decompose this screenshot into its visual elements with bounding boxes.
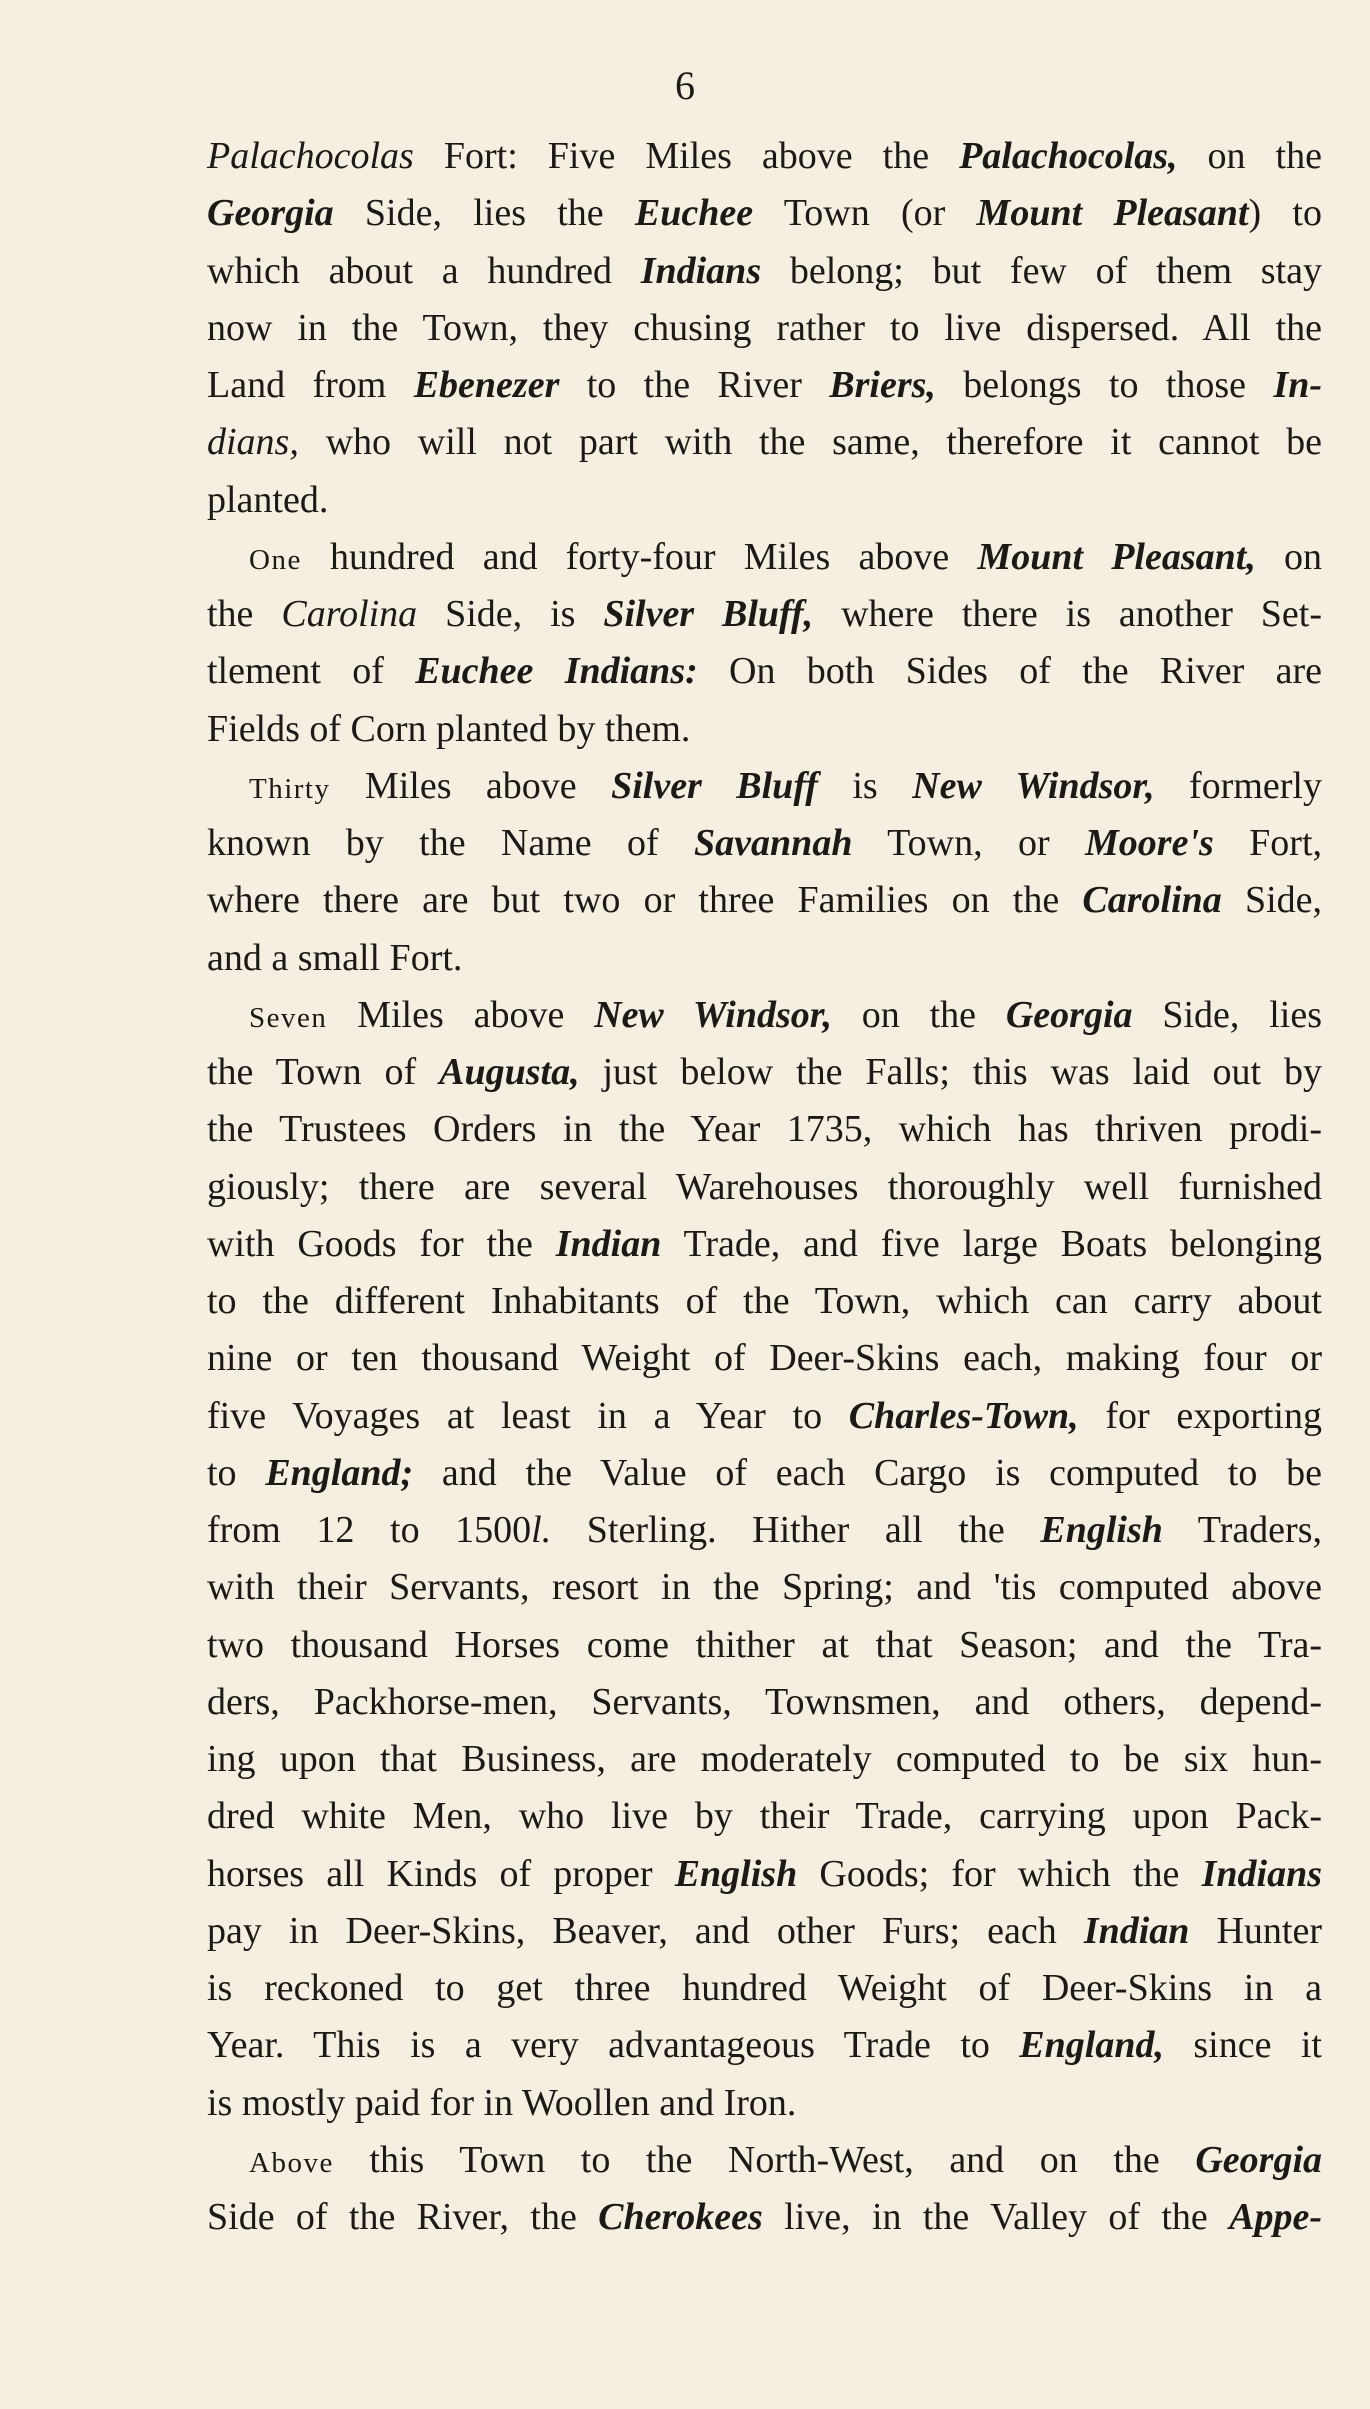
text-line bbox=[207, 1559, 1322, 1616]
text-run: England; bbox=[265, 1451, 414, 1494]
text-line bbox=[207, 185, 1322, 242]
text-run: Fort: Five Miles above the bbox=[413, 135, 960, 177]
text-run: belong; but few of them stay bbox=[761, 249, 1322, 292]
text-line bbox=[207, 987, 1322, 1044]
text-line bbox=[207, 1674, 1322, 1731]
text-run: the Town of bbox=[207, 1051, 440, 1093]
text-line bbox=[207, 1788, 1322, 1845]
text-run: Euchee bbox=[634, 192, 754, 235]
text-run: Traders, bbox=[1162, 1509, 1322, 1551]
text-run: Fort, bbox=[1213, 822, 1322, 864]
text-run: Briers, bbox=[829, 364, 936, 406]
text-run: Side, lies bbox=[1132, 993, 1322, 1036]
text-run: where there are but two or three Families on the bbox=[207, 879, 1083, 922]
text-run: and the Value of each Cargo is computed to be bbox=[413, 1451, 1322, 1494]
text-line bbox=[207, 414, 1322, 471]
text-run: Fields of Corn planted by them. bbox=[207, 707, 691, 750]
text-run: Augusta, bbox=[439, 1051, 580, 1093]
text-run: New Windsor, bbox=[912, 764, 1155, 807]
text-run: horses all Kinds of proper bbox=[207, 1852, 675, 1895]
text-run: just below the Falls; this was laid out by bbox=[579, 1051, 1322, 1093]
text-run: ing upon that Business, are moderately computed to be six hun- bbox=[207, 1738, 1322, 1780]
text-line bbox=[207, 300, 1322, 357]
text-run: five Voyages at least in a Year to bbox=[207, 1394, 849, 1437]
text-run: formerly bbox=[1154, 764, 1322, 807]
text-line bbox=[207, 872, 1322, 929]
text-line bbox=[207, 643, 1322, 700]
text-line bbox=[207, 1502, 1322, 1559]
text-run: Sterling. Hither all the bbox=[551, 1509, 1041, 1551]
text-run: Hunter bbox=[1189, 1909, 1322, 1952]
text-run: from 12 to 1500 bbox=[207, 1509, 532, 1551]
text-run: to bbox=[207, 1451, 266, 1494]
text-run: ) to bbox=[1248, 192, 1322, 235]
text-run: where there is another Set- bbox=[813, 593, 1322, 635]
text-run: Indians bbox=[1201, 1852, 1322, 1895]
text-line bbox=[207, 1445, 1322, 1502]
text-run: Georgia bbox=[1005, 993, 1133, 1036]
text-line bbox=[207, 930, 1322, 987]
text-run: on bbox=[1255, 535, 1322, 578]
text-line bbox=[207, 586, 1322, 643]
text-run: to the River bbox=[559, 364, 830, 406]
text-run: Palachocolas, bbox=[959, 135, 1178, 177]
text-run: Charles-Town, bbox=[848, 1394, 1079, 1437]
text-run: hundred and forty-four Miles above bbox=[301, 535, 978, 578]
text-run: who will not part with the same, therefore it cannot be bbox=[298, 421, 1322, 464]
text-line bbox=[207, 529, 1322, 586]
text-line bbox=[207, 2075, 1322, 2132]
text-run: is bbox=[817, 764, 913, 807]
text-line bbox=[207, 1273, 1322, 1330]
text-run: on the bbox=[1177, 135, 1322, 177]
text-run: Side, is bbox=[417, 593, 604, 635]
page-number: 6 bbox=[675, 63, 695, 108]
text-line bbox=[207, 2017, 1322, 2074]
text-line bbox=[207, 1159, 1322, 1216]
text-line bbox=[207, 2189, 1322, 2246]
text-line bbox=[207, 1731, 1322, 1788]
text-run: is mostly paid for in Woollen and Iron. bbox=[207, 2081, 797, 2124]
body-text bbox=[207, 128, 1322, 2246]
text-run: planted. bbox=[207, 478, 329, 521]
text-run: England, bbox=[1019, 2024, 1164, 2067]
text-run: Appe- bbox=[1229, 2196, 1322, 2238]
text-run: Above bbox=[249, 2146, 334, 2179]
text-line bbox=[207, 701, 1322, 758]
text-run: Thirty bbox=[249, 772, 331, 805]
text-run: Georgia bbox=[1195, 2138, 1322, 2181]
text-line bbox=[207, 1330, 1322, 1387]
text-line bbox=[207, 357, 1322, 414]
text-run: to the different Inhabitants of the Town, which can carry about bbox=[207, 1280, 1322, 1322]
text-run: is reckoned to get three hundred Weight of Deer-Skins in a bbox=[207, 1967, 1322, 2009]
text-run: dians, bbox=[207, 421, 299, 464]
text-run: English bbox=[1040, 1509, 1163, 1551]
text-line bbox=[207, 472, 1322, 529]
text-run: Miles above bbox=[330, 764, 612, 807]
text-line bbox=[207, 2132, 1322, 2189]
text-run: tlement of bbox=[207, 650, 416, 693]
text-run: this Town to the North-West, and on the bbox=[333, 2138, 1196, 2181]
text-run: nine or ten thousand Weight of Deer-Skins each, making four or bbox=[207, 1337, 1322, 1380]
text-line bbox=[207, 758, 1322, 815]
text-run: Palachocolas bbox=[207, 135, 414, 177]
text-run: giously; there are several Warehouses thoroughly well furnished bbox=[207, 1165, 1322, 1208]
text-run: Miles above bbox=[327, 993, 595, 1036]
text-run: two thousand Horses come thither at that Season; and the Tra- bbox=[207, 1623, 1322, 1666]
text-line bbox=[207, 1903, 1322, 1960]
text-run: Euchee Indians: bbox=[415, 650, 698, 693]
text-run: the bbox=[207, 593, 282, 635]
text-run: dred white Men, who live by their Trade, carrying upon Pack- bbox=[207, 1795, 1322, 1838]
text-run: Mount Pleasant bbox=[976, 192, 1249, 235]
text-run: on the bbox=[831, 993, 1006, 1036]
text-run: Silver Bluff, bbox=[603, 593, 814, 635]
text-run: Silver Bluff bbox=[611, 764, 818, 807]
text-run: Indian bbox=[1083, 1909, 1190, 1952]
text-line bbox=[207, 128, 1322, 185]
text-run: known by the Name of bbox=[207, 822, 695, 864]
text-run: Indian bbox=[555, 1222, 662, 1265]
text-run: since it bbox=[1163, 2024, 1322, 2067]
text-line bbox=[207, 1960, 1322, 2017]
text-run: which about a hundred bbox=[207, 249, 641, 292]
text-run: l. bbox=[531, 1509, 552, 1551]
text-run: live, in the Valley of the bbox=[762, 2196, 1230, 2238]
text-run: Trade, and five large Boats belonging bbox=[661, 1222, 1322, 1265]
text-run: Goods; for which the bbox=[797, 1852, 1202, 1895]
text-run: Seven bbox=[249, 1001, 328, 1034]
text-run: for exporting bbox=[1078, 1394, 1322, 1437]
text-run: Side of the River, the bbox=[207, 2196, 599, 2238]
text-run: Town, or bbox=[852, 822, 1085, 864]
text-line bbox=[207, 815, 1322, 872]
text-run: Carolina bbox=[281, 593, 418, 635]
text-run: Savannah bbox=[694, 822, 853, 864]
text-run: Carolina bbox=[1082, 879, 1222, 922]
text-line bbox=[207, 1044, 1322, 1101]
text-run: pay in Deer-Skins, Beaver, and other Furs; each bbox=[207, 1909, 1084, 1952]
text-run: In- bbox=[1273, 364, 1322, 406]
text-run: On both Sides of the River are bbox=[697, 650, 1323, 693]
text-run: Mount Pleasant, bbox=[977, 535, 1256, 578]
text-run: English bbox=[674, 1852, 798, 1895]
text-run: Side, bbox=[1221, 879, 1322, 922]
text-line bbox=[207, 1388, 1322, 1445]
text-run: Moore's bbox=[1085, 822, 1214, 864]
text-line bbox=[207, 1216, 1322, 1273]
text-run: Land from bbox=[207, 364, 414, 406]
text-run: with Goods for the bbox=[207, 1222, 556, 1265]
text-line bbox=[207, 243, 1322, 300]
text-line bbox=[207, 1617, 1322, 1674]
text-run: One bbox=[249, 543, 302, 576]
text-run: the Trustees Orders in the Year 1735, which has thriven prodi- bbox=[207, 1108, 1322, 1151]
text-run: and a small Fort. bbox=[207, 936, 463, 979]
text-run: now in the Town, they chusing rather to live dispersed. All the bbox=[207, 306, 1322, 349]
text-run: ders, Packhorse-men, Servants, Townsmen, and others, depend- bbox=[207, 1680, 1322, 1723]
text-line bbox=[207, 1101, 1322, 1158]
text-run: Ebenezer bbox=[413, 364, 560, 406]
text-run: Georgia bbox=[207, 192, 334, 235]
text-run: Side, lies the bbox=[333, 192, 635, 235]
text-run: Year. This is a very advantageous Trade to bbox=[207, 2024, 1020, 2067]
text-line bbox=[207, 1846, 1322, 1903]
text-run: New Windsor, bbox=[594, 993, 832, 1036]
text-run: Indians bbox=[640, 249, 762, 292]
text-run: with their Servants, resort in the Spring; and 'tis computed above bbox=[207, 1566, 1322, 1609]
text-run: Cherokees bbox=[598, 2196, 763, 2238]
text-run: Town (or bbox=[753, 192, 977, 235]
text-run: belongs to those bbox=[935, 364, 1274, 406]
